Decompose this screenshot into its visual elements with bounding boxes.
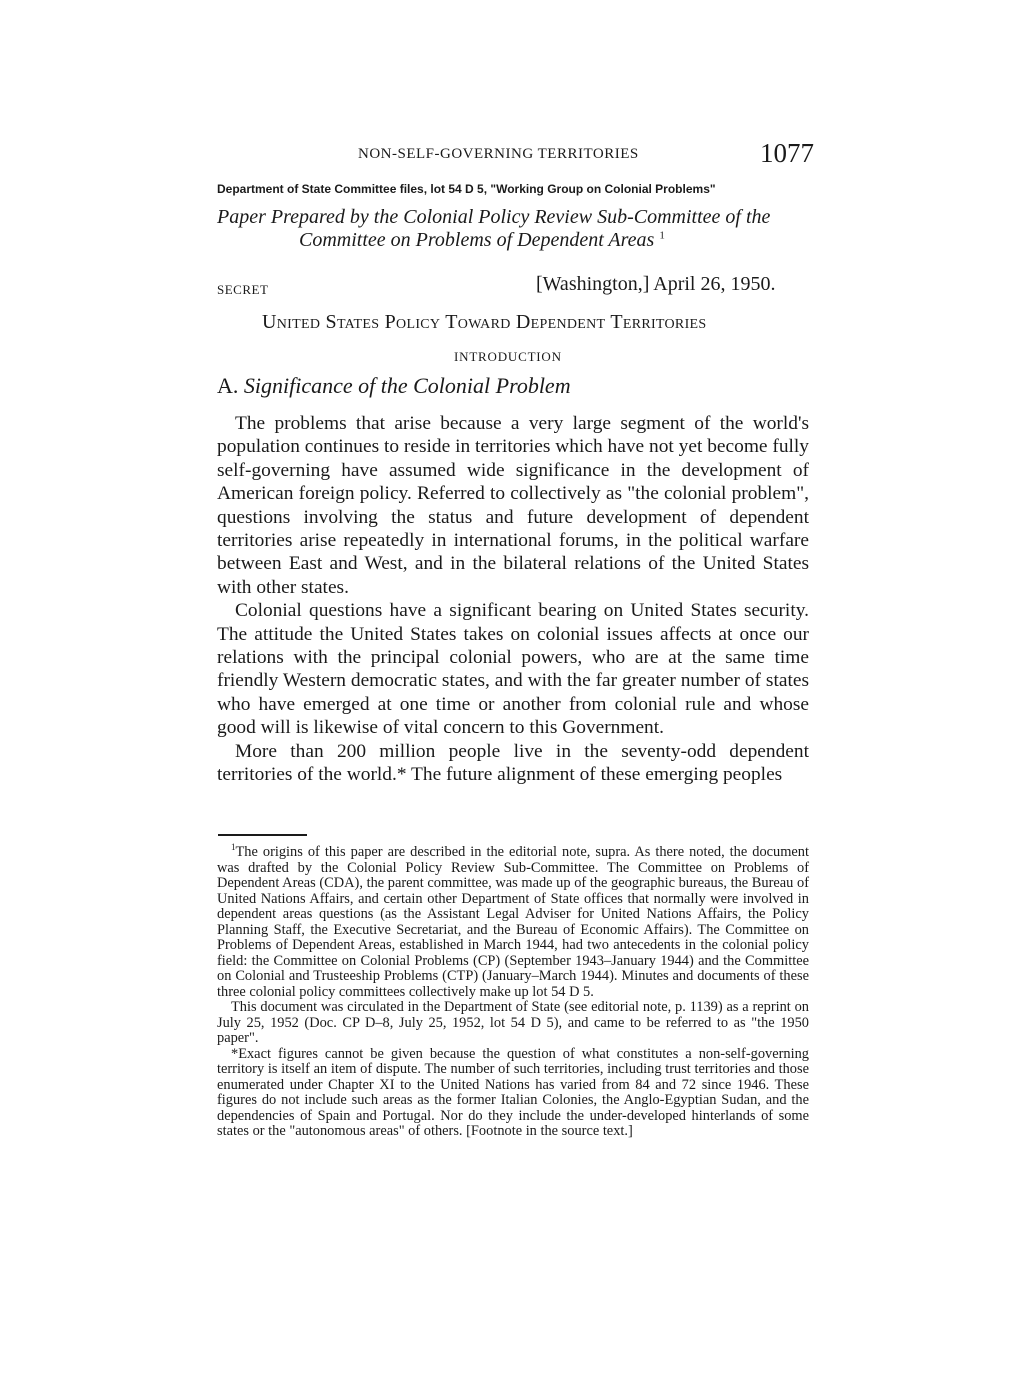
- footnote-1: [217, 842, 809, 1000]
- document-title: [217, 206, 809, 252]
- document-title-line-2: [217, 229, 809, 252]
- section-heading: [217, 373, 571, 399]
- dateline: [Washington,] April 26, 1950.: [536, 273, 776, 295]
- introduction-heading: INTRODUCTION: [454, 349, 562, 364]
- footnote-divider: [218, 834, 307, 836]
- document-title-line-1: Paper Prepared by the Colonial Policy Review Sub-Committee of the: [217, 206, 771, 228]
- page-number: 1077: [760, 138, 814, 168]
- footnote-1-text: The origins of this paper are described in the editorial note, supra. As there noted, the document was drafted by the Colonial Policy Review Sub-Committee. The Committee on Problems of Dependent Areas (CDA), the parent committee, was made up of the geographic bureaus, the Bureau of United Nations Affairs, and certain other Department of State offices that normally were involved in dependent areas questions (as the Assistant Legal Adviser for United Nations Affairs, the Policy Planning Staff, the Executive Secretariat, and the Bureau of Economic Affairs). The Committee on Problems of Dependent Areas, established in March 1944, had two antecedents in the colonial policy field: the Committee on Colonial Problems (CP) (September 1943–January 1944) and the Committee on Colonial and Trusteeship Problems (CTP) (January–March 1944). Minutes and documents of these three colonial policy committees collectively make up lot 54 D 5.: [217, 844, 809, 1000]
- source-line: Department of State Committee files, lot 54 D 5, "Working Group on Colonial Problems": [217, 182, 716, 196]
- body-paragraph: Colonial questions have a significant bearing on United States security. The attitude the United States takes on colonial issues affects at once our relations with the principal colonial powers, who are at the same time friendly Western democratic states, and with the far greater number of states who have emerged at one time or another from colonial rule and whose good will is likewise of vital concern to this Government.: [217, 600, 809, 739]
- footnote-star: *Exact figures cannot be given because the question of what constitutes a non-self-governing territory is itself an item of dispute. The number of such territories, including trust territories and those enumerated under Chapter XI to the United Nations has varied from 84 and 72 since 1946. These figures do not include such areas as the former Italian Colonies, the Anglo-Egyptian Sudan, and the dependencies of Spain and Portugal. Nor do they include the under-developed hinterlands of some states or the "autonomous areas" of others. [Footnote in the source text.]: [217, 1045, 809, 1139]
- body-paragraph: The problems that arise because a very large segment of the world's population continues to reside in territories which have not yet become fully self-governing have assumed wide significance in the development of American foreign policy. Referred to collectively as "the colonial problem", questions involving the status and future development of dependent territories arise repeatedly in international forums, in the political warfare between East and West, and in the bilateral relations of the United States with other states.: [217, 413, 809, 598]
- section-title: Significance of the Colonial Problem: [243, 373, 571, 398]
- footnote-1-continuation: This document was circulated in the Department of State (see editorial note, p. 1139) as a reprint on July 25, 1952 (Doc. CP D–8, July 25, 1952, lot 54 D 5), and came to be referred to as "the 1950 paper".: [217, 999, 809, 1046]
- classification-label: SECRET: [217, 282, 269, 297]
- footnote-1-mark: 1: [231, 842, 236, 853]
- footnotes: [217, 842, 809, 1140]
- title-footnote-mark: 1: [659, 229, 665, 242]
- body-text: [217, 412, 809, 787]
- section-letter: A.: [217, 373, 239, 398]
- running-head: NON-SELF-GOVERNING TERRITORIES: [358, 146, 639, 162]
- document-title-line-2-text: Committee on Problems of Dependent Areas: [299, 229, 655, 251]
- policy-title: United States Policy Toward Dependent Territories: [262, 311, 707, 333]
- body-paragraph: More than 200 million people live in the seventy-odd dependent territories of the world.* The future alignment of these emerging peoples: [217, 740, 809, 786]
